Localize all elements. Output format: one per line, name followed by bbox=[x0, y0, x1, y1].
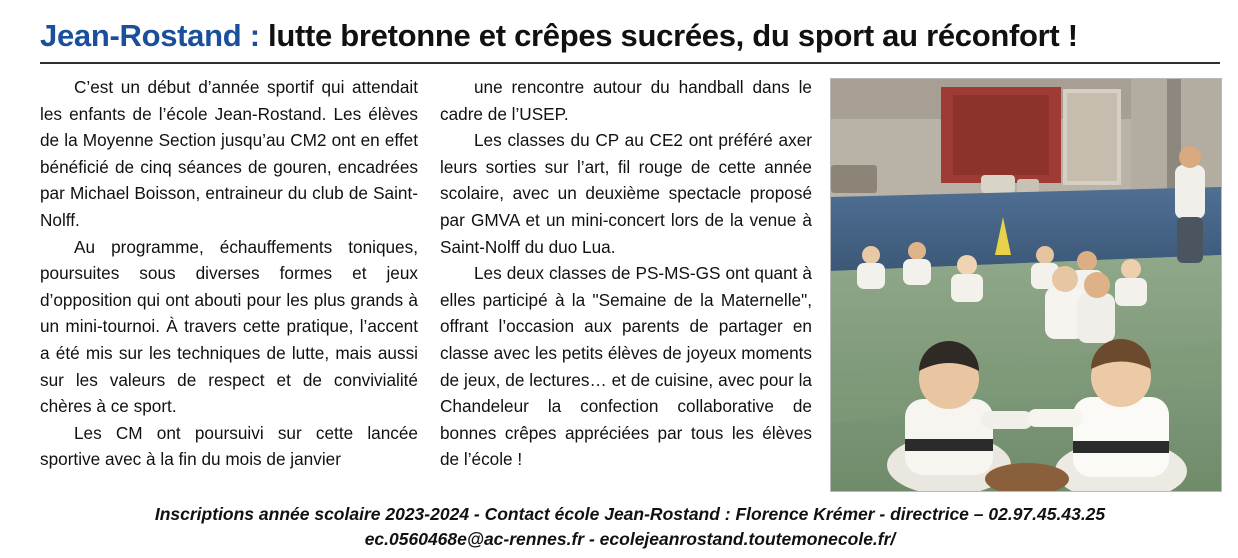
paragraph: Les CM ont poursuivi sur cette lancée sportive avec à la fin du mois de janvier bbox=[40, 422, 418, 470]
page-title bbox=[40, 16, 1220, 60]
footer-line-1: Inscriptions année scolaire 2023-2024 - Contact école Jean-Rostand : Florence Krémer - directrice – 02.97.45.43.25 bbox=[154, 504, 1106, 524]
paragraph: Les classes du CP au CE2 ont préféré axer leurs sorties sur l’art, fil rouge de cette année scolaire, avec un deuxième spectacle proposé par GMVA et un mini-concert lors de la venue à Saint-Nolff du duo Lua. bbox=[440, 130, 812, 257]
paragraph: Les deux classes de PS-MS-GS ont quant à elles participé à la "Semaine de la Maternelle", offrant l’occasion aux parents de partager en classe avec les petits élèves de joyeux moments de jeux, de lectures… et de cuisine, avec pour la Chandeleur la confection collaborative de bonnes crêpes appréciées par tous les élèves de l’école ! bbox=[440, 263, 812, 470]
article-photo bbox=[830, 78, 1222, 492]
paragraph: une rencontre autour du handball dans le cadre de l’USEP. bbox=[440, 77, 812, 124]
headline-divider bbox=[40, 62, 1220, 64]
headline-subject: lutte bretonne et crêpes sucrées, du sport au réconfort ! bbox=[259, 18, 1078, 53]
footer-line-2: ec.0560468e@ac-rennes.fr - ecolejeanrostand.toutemonecole.fr/ bbox=[364, 529, 896, 549]
headline-school-name: Jean-Rostand : bbox=[40, 18, 260, 53]
paragraph: C’est un début d’année sportif qui attendait les enfants de l’école Jean-Rostand. Les élèves de la Moyenne Section jusqu’au CM2 ont en effet bénéficié de cinq séances de gouren, encadrées par Michael Boisson, entraineur du club de Saint-Nolff. bbox=[40, 77, 418, 230]
photo-illustration bbox=[831, 79, 1221, 491]
paragraph: Au programme, échauffements toniques, poursuites sous diverses formes et jeux d’opposition qui ont abouti pour les plus grands à un mini-tournoi. À travers cette pratique, l’accent a été mis sur les techniques de lutte, mais aussi sur les valeurs de respect et de convivialité chères à ce sport. bbox=[40, 236, 418, 417]
article-column-middle bbox=[440, 74, 812, 473]
article-column-left bbox=[40, 74, 418, 473]
footer-contact bbox=[40, 502, 1220, 552]
